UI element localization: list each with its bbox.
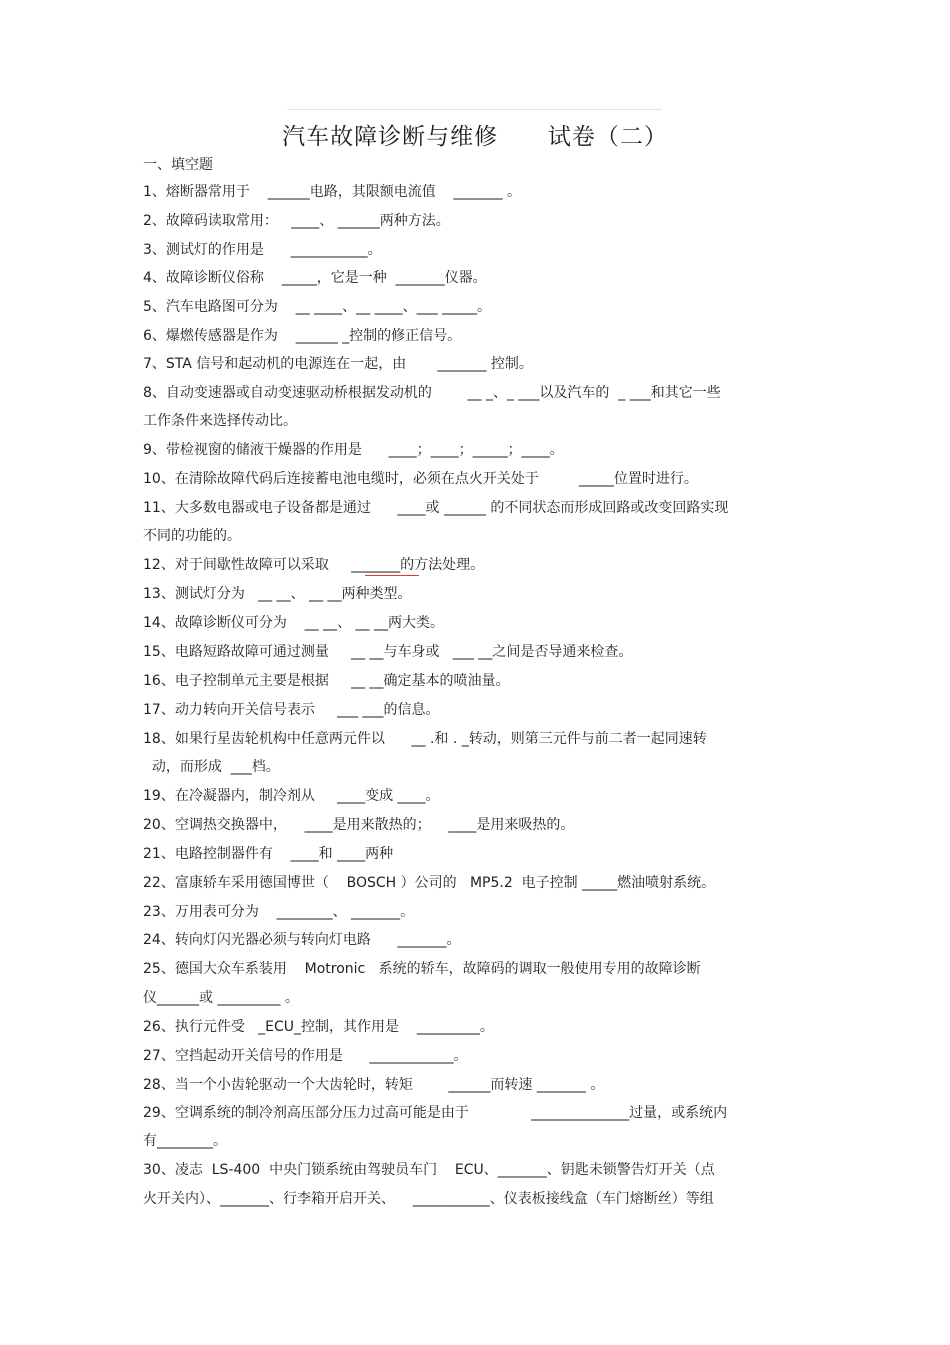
question-line: 有________。 — [143, 1133, 227, 1149]
question-line: 10、在清除故障代码后连接蓄电池电缆时，必须在点火开关处于 _____位置时进行。 — [143, 471, 698, 487]
question-line: 15、电路短路故障可通过测量 __ __与车身或 ___ __之间是否导通来检查。 — [143, 644, 633, 660]
question-line: 27、空挡起动开关信号的作用是 ____________。 — [143, 1048, 468, 1064]
question-line: 3、测试灯的作用是 ___________。 — [143, 242, 382, 258]
question-line: 18、如果行星齿轮机构中任意两元件以 __ .和 . _转动，则第三元件与前二者一起同速转 — [143, 731, 707, 747]
question-line: 17、动力转向开关信号表示 ___ ___的信息。 — [143, 702, 440, 718]
question-line: 6、爆燃传感器是作为 ______ _控制的修正信号。 — [143, 328, 462, 344]
question-line: 28、当一个小齿轮驱动一个大齿轮时，转矩 ______而转速 _______ 。 — [143, 1077, 605, 1093]
question-line: 7、STA 信号和起动机的电源连在一起，由 _______ 控制。 — [143, 356, 533, 372]
question-line: 23、万用表可分为 ________、 _______。 — [143, 904, 415, 920]
header-rule — [287, 109, 662, 110]
question-line: 仪______或 _________ 。 — [143, 990, 299, 1006]
question-line: 25、德国大众车系装用 Motronic 系统的轿车，故障码的调取一般使用专用的故障诊断 — [143, 961, 701, 977]
question-line: 19、在冷凝器内，制冷剂从 ____变成 ____。 — [143, 788, 440, 804]
question-line: 26、执行元件受 _ECU_控制，其作用是 _________。 — [143, 1019, 494, 1035]
question-line: 4、故障诊断仪俗称 _____，它是一种 _______仪器。 — [143, 270, 487, 286]
question-line: 22、富康轿车采用德国博世（ BOSCH ）公司的 MP5.2 电子控制 _____燃油喷射系统。 — [143, 875, 716, 891]
question-line: 14、故障诊断仪可分为 __ __、 __ __两大类。 — [143, 615, 444, 631]
question-line: 5、汽车电路图可分为 __ ____、__ ____、___ _____。 — [143, 299, 492, 315]
question-line: 20、空调热交换器中， ____是用来散热的； ____是用来吸热的。 — [143, 817, 575, 833]
question-line: 24、转向灯闪光器必须与转向灯电路 _______。 — [143, 932, 461, 948]
question-line: 2、故障码读取常用： ____、 ______两种方法。 — [143, 213, 450, 229]
question-line: 29、空调系统的制冷剂高压部分压力过高可能是由于 ______________过量，或系统内 — [143, 1105, 728, 1121]
question-line: 9、带检视窗的储液干燥器的作用是 ____；____；_____；____。 — [143, 442, 564, 458]
question-line: 8、自动变速器或自动变速驱动桥根据发动机的 __ _、_ ___以及汽车的 _ ___和其它一些 — [143, 385, 721, 401]
exam-title: 汽车故障诊断与维修 试卷（二） — [282, 124, 668, 150]
question-line: 21、电路控制器件有 ____和 ____两种 — [143, 846, 394, 862]
question-line: 11、大多数电器或电子设备都是通过 ____或 ______ 的不同状态而形成回路或改变回路实现 — [143, 500, 729, 516]
answer-blank-marked — [365, 575, 419, 576]
question-line: 12、对于间歇性故障可以采取 _______的方法处理。 — [143, 557, 485, 573]
section-heading: 一、填空题 — [143, 157, 213, 173]
question-line: 不同的功能的。 — [143, 528, 241, 544]
question-line: 火开关内）、_______、行李箱开启开关、 ___________、仪表板接线盒（车门熔断丝）等组 — [143, 1191, 714, 1207]
question-line: 16、电子控制单元主要是根据 __ __确定基本的喷油量。 — [143, 673, 510, 689]
question-line: 动，而形成 ___档。 — [143, 759, 280, 775]
question-line: 13、测试灯分为 __ __、 __ __两种类型。 — [143, 586, 412, 602]
question-line: 1、熔断器常用于 ______电路，其限额电流值 _______ 。 — [143, 184, 521, 200]
question-line: 30、凌志 LS-400 中央门锁系统由驾驶员车门 ECU、_______、钥匙未锁警告灯开关（点 — [143, 1162, 715, 1178]
question-line: 工作条件来选择传动比。 — [143, 413, 297, 429]
